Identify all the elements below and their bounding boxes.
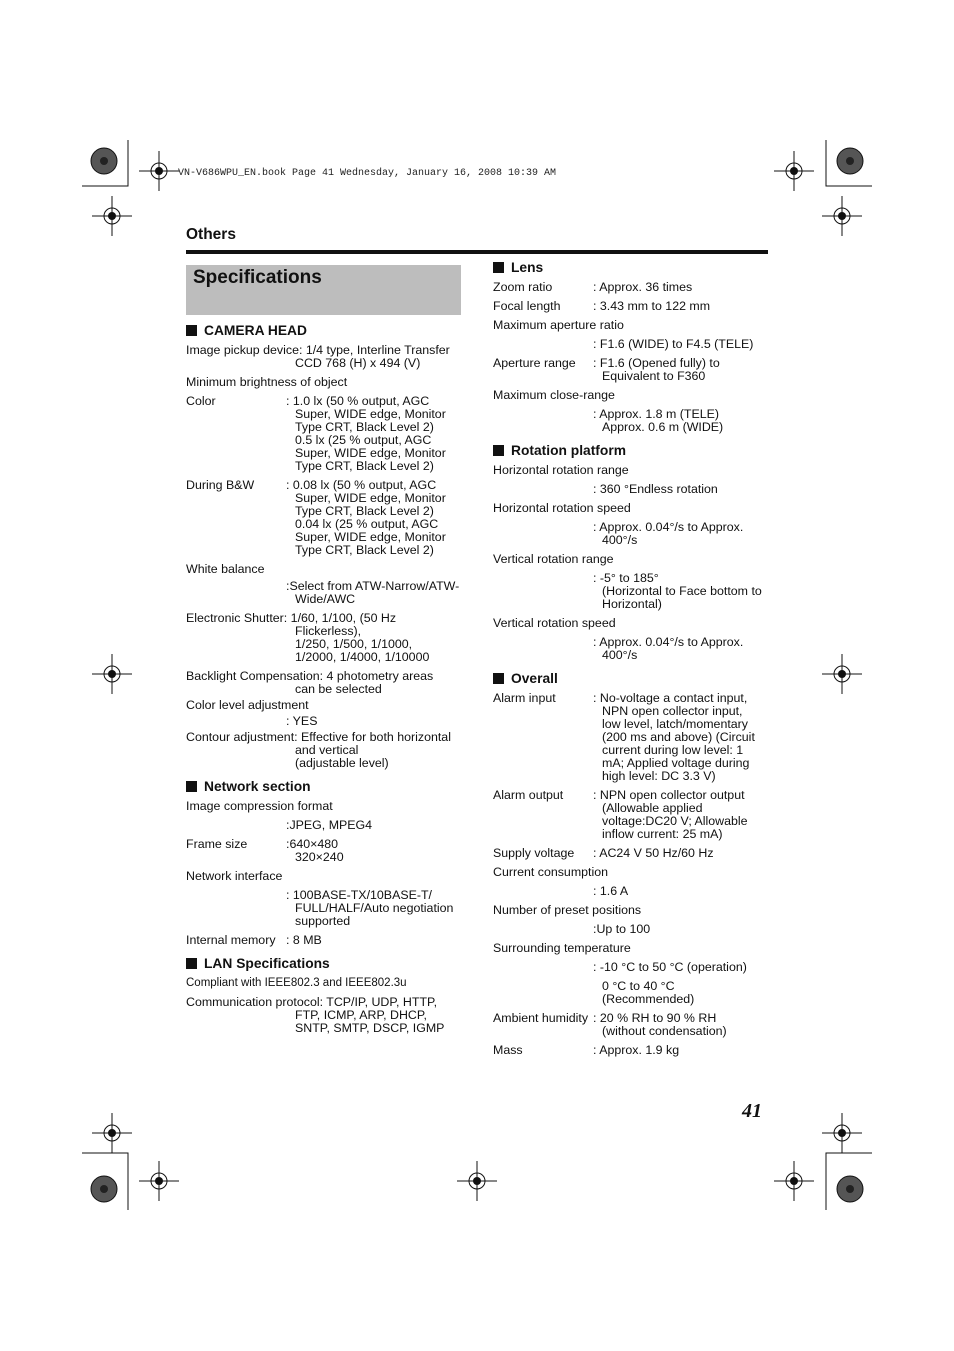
preset-row: :Up to 100	[593, 922, 651, 936]
page-number: 41	[742, 1100, 762, 1122]
heading-camera-head: CAMERA HEAD	[186, 322, 471, 339]
heading-rotation: Rotation platform	[493, 442, 778, 459]
registration-mark-icon	[139, 151, 179, 191]
white-balance-row: :Select from ATW-Narrow/ATW- Wide/AWC	[286, 579, 460, 606]
registration-mark-icon	[139, 1161, 179, 1201]
current-label: Current consumption	[493, 865, 609, 879]
preset-label: Number of preset positions	[493, 903, 642, 917]
section-title: Others	[186, 226, 236, 243]
temp-row: : -10 °C to 50 °C (operation) 0 °C to 40 °C (Recommended)	[593, 960, 747, 1006]
aperture-range-row: Aperture range : F1.6 (Opened fully) to Equivalent to F360	[493, 356, 720, 383]
registration-mark-icon	[774, 1161, 814, 1201]
registration-mark-icon	[822, 196, 862, 236]
image-pickup: Image pickup device: 1/4 type, Interline Transfer CCD 768 (H) x 494 (V)	[186, 343, 450, 370]
registration-mark-icon	[457, 1161, 497, 1201]
v-speed-label: Vertical rotation speed	[493, 616, 616, 630]
alarm-output-row: Alarm output : NPN open collector output (Allowable applied voltage:DC20 V; Allowable inflow current: 25 mA)	[493, 788, 748, 841]
heading-overall: Overall	[493, 670, 778, 687]
right-column	[493, 259, 778, 1063]
registration-mark-icon	[822, 1113, 862, 1153]
v-speed-row: : Approx. 0.04°/s to Approx. 400°/s	[593, 635, 744, 662]
square-bullet-icon	[186, 781, 197, 792]
color-level: Color level adjustment	[186, 698, 309, 712]
square-bullet-icon	[493, 673, 504, 684]
heading-network: Network section	[186, 778, 471, 795]
alarm-input-row: Alarm input : No-voltage a contact input, NPN open collector input, low level, latch/momentary (200 ms and above) (Circuit current during low level: 1 mA; Applied voltage during high level: DC 3.3 V)	[493, 691, 755, 783]
divider	[186, 250, 768, 254]
page-title: Specifications	[193, 267, 322, 288]
color-target-icon	[837, 1176, 863, 1202]
focal-row: Focal length : 3.43 mm to 122 mm	[493, 299, 711, 313]
supply-row: Supply voltage : AC24 V 50 Hz/60 Hz	[493, 846, 714, 860]
registration-mark-icon	[92, 1113, 132, 1153]
color-target-icon	[91, 1176, 117, 1202]
left-column	[186, 322, 471, 1041]
current-row: : 1.6 A	[593, 884, 629, 898]
color-target-icon	[837, 148, 863, 174]
aperture-ratio-row: : F1.6 (WIDE) to F4.5 (TELE)	[593, 337, 754, 351]
bw-row: During B&W : 0.08 lx (50 % output, AGC Super, WIDE edge, Monitor Type CRT, Black Level 2) 0.04 lx (25 % output, AGC Super, WIDE edge, Monitor Type CRT, Black Level 2)	[186, 478, 446, 557]
humidity-row: Ambient humidity : 20 % RH to 90 % RH (without condensation)	[493, 1011, 727, 1038]
interface-label: Network interface	[186, 869, 283, 883]
registration-mark-icon	[92, 196, 132, 236]
white-balance: White balance	[186, 562, 265, 576]
print-header: VN-V686WPU_EN.book Page 41 Wednesday, January 16, 2008 10:39 AM	[178, 168, 557, 179]
min-brightness: Minimum brightness of object	[186, 375, 348, 389]
h-speed-label: Horizontal rotation speed	[493, 501, 631, 515]
registration-mark-icon	[822, 654, 862, 694]
lan-protocol: Communication protocol: TCP/IP, UDP, HTTP, FTP, ICMP, ARP, DHCP, SNTP, SMTP, DSCP, IGMP	[186, 995, 445, 1035]
zoom-row: Zoom ratio : Approx. 36 times	[493, 280, 693, 294]
temp-label: Surrounding temperature	[493, 941, 631, 955]
color-target-icon	[91, 148, 117, 174]
close-range-label: Maximum close-range	[493, 388, 615, 402]
square-bullet-icon	[186, 325, 197, 336]
h-range-label: Horizontal rotation range	[493, 463, 629, 477]
v-range-row: : -5° to 185° (Horizontal to Face bottom to Horizontal)	[593, 571, 762, 611]
close-range-row: : Approx. 1.8 m (TELE) Approx. 0.6 m (WIDE)	[593, 407, 724, 434]
color-level-row: : YES	[286, 714, 318, 728]
heading-lens: Lens	[493, 259, 778, 276]
aperture-ratio-label: Maximum aperture ratio	[493, 318, 624, 332]
contour-adjustment: Contour adjustment: Effective for both horizontal and vertical (adjustable level)	[186, 730, 451, 770]
registration-mark-icon	[774, 151, 814, 191]
registration-mark-icon	[92, 654, 132, 694]
memory-row: Internal memory : 8 MB	[186, 933, 322, 947]
heading-lan: LAN Specifications	[186, 955, 471, 972]
color-row: Color : 1.0 lx (50 % output, AGC Super, WIDE edge, Monitor Type CRT, Black Level 2) 0.5 lx (25 % output, AGC Super, WIDE edge, Monitor Type CRT, Black Level 2)	[186, 394, 446, 473]
interface-row: : 100BASE-TX/10BASE-T/ FULL/HALF/Auto negotiation supported	[286, 888, 454, 928]
square-bullet-icon	[493, 445, 504, 456]
electronic-shutter: Electronic Shutter: 1/60, 1/100, (50 Hz Flickerless), 1/250, 1/500, 1/1000, 1/2000, 1/4000, 1/10000	[186, 611, 430, 664]
v-range-label: Vertical rotation range	[493, 552, 614, 566]
square-bullet-icon	[493, 262, 504, 273]
h-range-row: : 360 °Endless rotation	[593, 482, 718, 496]
square-bullet-icon	[186, 958, 197, 969]
compression-label: Image compression format	[186, 799, 333, 813]
title-box	[186, 265, 461, 315]
frame-size-row: Frame size :640×480 320×240	[186, 837, 344, 864]
lan-compliant: Compliant with IEEE802.3 and IEEE802.3u	[186, 977, 407, 989]
backlight-compensation: Backlight Compensation: 4 photometry areas can be selected	[186, 669, 434, 696]
mass-row: Mass : Approx. 1.9 kg	[493, 1043, 680, 1057]
h-speed-row: : Approx. 0.04°/s to Approx. 400°/s	[593, 520, 744, 547]
compression-row: :JPEG, MPEG4	[286, 818, 373, 832]
